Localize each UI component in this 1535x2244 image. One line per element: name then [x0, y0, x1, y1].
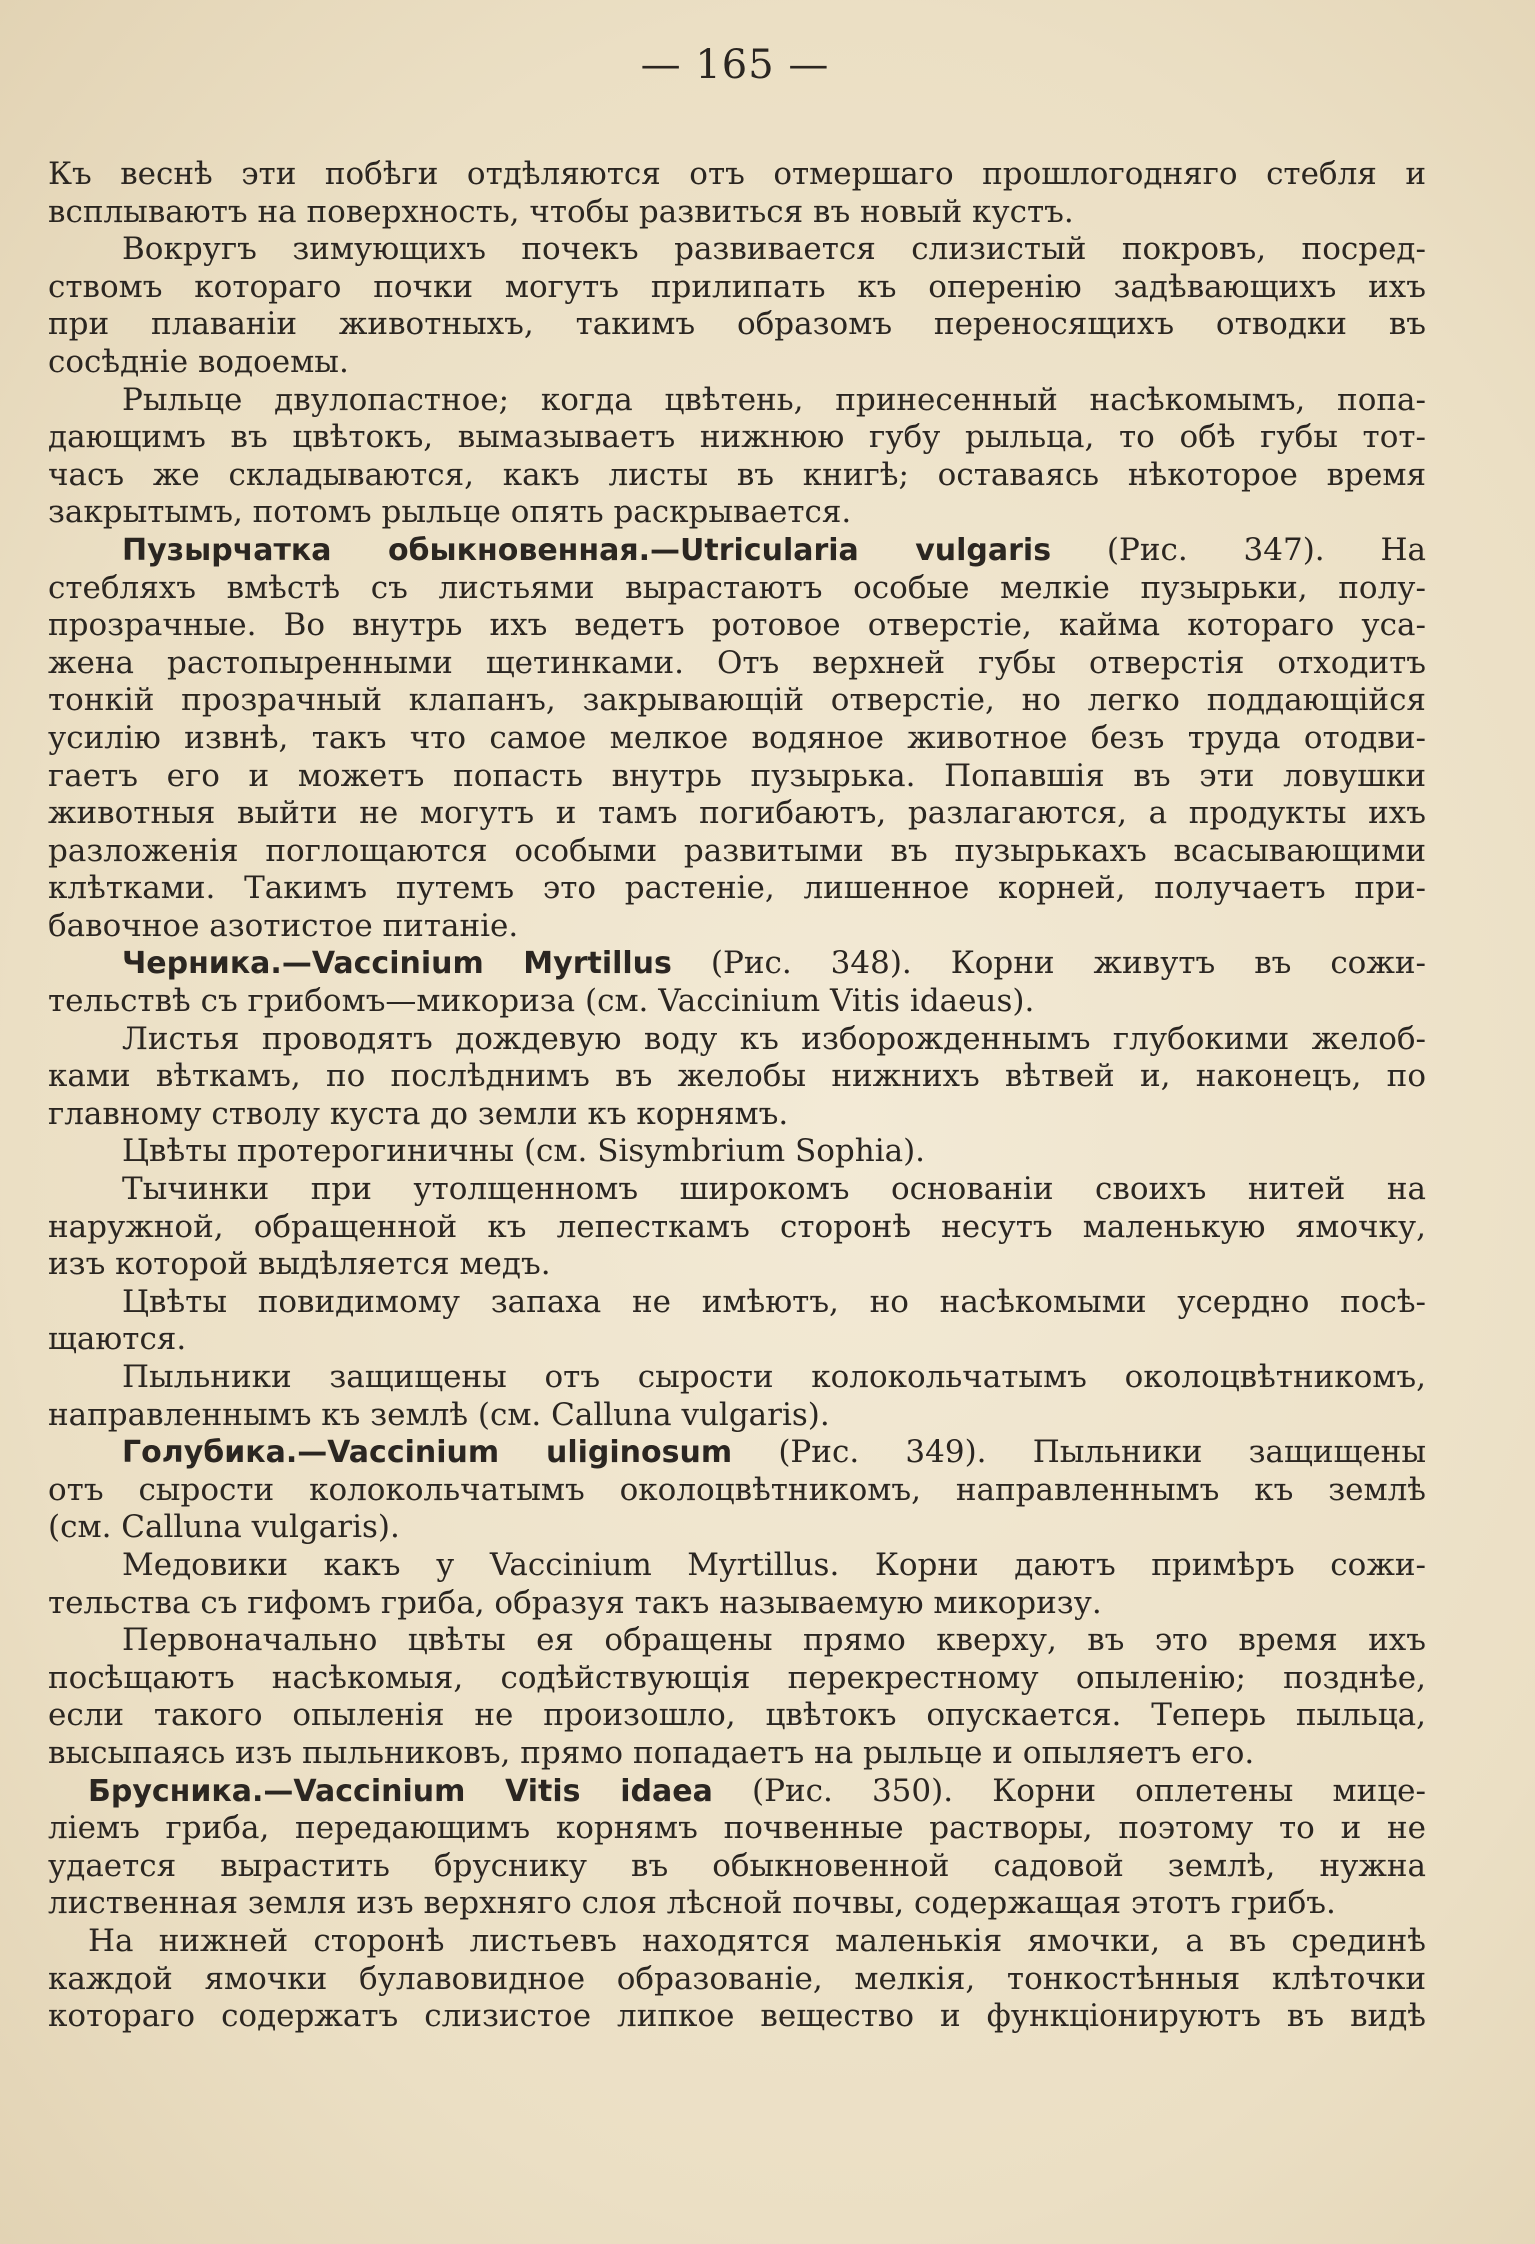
text-line: Цвѣты повидимому запаха не имѣютъ, но насѣкомыми усердно посѣ- — [122, 1283, 1426, 1320]
text-line: ліемъ гриба, передающимъ корнямъ почвенные растворы, поэтому то и не — [48, 1810, 1426, 1847]
paragraph — [48, 1434, 1426, 1547]
text-line: ками вѣткамъ, по послѣднимъ въ желобы нижнихъ вѣтвей и, наконецъ, по — [48, 1058, 1426, 1095]
text-line: лиственная земля изъ верхняго слоя лѣсной почвы, содержащая этотъ грибъ. — [48, 1885, 1336, 1922]
line-text: (Рис. 349). Пыльники защищены — [732, 1434, 1426, 1471]
text-line: наружной, обращенной къ лепесткамъ сторонѣ несутъ маленькую ямочку, — [48, 1208, 1426, 1245]
text-line: Вокругъ зимующихъ почекъ развивается слизистый покровъ, посред- — [122, 231, 1426, 268]
paragraph — [48, 1021, 1426, 1134]
text-line: усилію извнѣ, такъ что самое мелкое водяное животное безъ труда отодви- — [48, 719, 1426, 756]
text-line: Къ веснѣ эти побѣги отдѣляются отъ отмершаго прошлогодняго стебля и — [48, 156, 1426, 192]
paragraph — [48, 1133, 1426, 1171]
species-heading: Брусника.—Vaccinium Vitis idaea — [88, 1773, 713, 1809]
text-line: при плаваніи животныхъ, такимъ образомъ переносящихъ отводки въ — [48, 306, 1426, 343]
paragraph — [48, 231, 1426, 381]
species-heading: Пузырчатка обыкновенная.—Utricularia vulgaris — [122, 532, 1052, 568]
text-line: Рыльце двулопастное; когда цвѣтень, принесенный насѣкомымъ, попа- — [122, 381, 1426, 418]
text-line: Тычинки при утолщенномъ широкомъ основаніи своихъ нитей на — [122, 1171, 1426, 1208]
paragraph — [48, 532, 1426, 946]
text-line: главному стволу куста до земли къ корнямъ. — [48, 1095, 789, 1132]
text-line: Первоначально цвѣты ея обращены прямо кверху, въ это время ихъ — [122, 1622, 1426, 1659]
text-line: прозрачные. Во внутрь ихъ ведетъ ротовое отверстіе, кайма котораго уса- — [48, 607, 1426, 644]
paragraph — [48, 1547, 1426, 1622]
line-text: (Рис. 348). Корни живутъ въ сожи- — [671, 945, 1426, 982]
text-line — [48, 945, 1426, 983]
text-line: Цвѣты протерогиничны (см. Sisymbrium Sophia). — [122, 1133, 926, 1170]
text-line: щаются. — [48, 1321, 187, 1358]
text-line: жена растопыренными щетинками. Отъ верхней губы отверстія отходитъ — [48, 644, 1426, 681]
text-line — [48, 1434, 1426, 1472]
text-line: закрытымъ, потомъ рыльце опять раскрывается. — [48, 494, 852, 531]
text-line: Медовики какъ у Vaccinium Myrtillus. Корни даютъ примѣръ сожи- — [122, 1546, 1426, 1583]
text-line: стебляхъ вмѣстѣ съ листьями вырастаютъ особые мелкіе пузырьки, полу- — [48, 569, 1426, 606]
text-line — [48, 532, 1426, 570]
text-line: если такого опыленія не произошло, цвѣтокъ опускается. Теперь пыльца, — [48, 1697, 1426, 1734]
text-line: гаетъ его и можетъ попасть внутрь пузырька. Попавшія въ эти ловушки — [48, 757, 1426, 794]
text-line: тонкій прозрачный клапанъ, закрывающій отверстіе, но легко поддающійся — [48, 682, 1426, 719]
text-line: клѣтками. Такимъ путемъ это растеніе, лишенное корней, получаетъ при- — [48, 870, 1426, 907]
text-line: животныя выйти не могутъ и тамъ погибаютъ, разлагаются, а продукты ихъ — [48, 795, 1426, 832]
text-line: всплываютъ на поверхность, чтобы развиться въ новый кустъ. — [48, 193, 1074, 230]
text-line: Листья проводятъ дождевую воду къ изборожденнымъ глубокими желоб- — [122, 1020, 1426, 1057]
text-line: Пыльники защищены отъ сырости колокольчатымъ околоцвѣтникомъ, — [122, 1359, 1426, 1395]
paragraph — [48, 1359, 1426, 1434]
text-line: На нижней сторонѣ листьевъ находятся маленькія ямочки, а въ срединѣ — [88, 1922, 1426, 1959]
text-line: дающимъ въ цвѣтокъ, вымазываетъ нижнюю губу рыльца, то обѣ губы тот- — [48, 419, 1426, 456]
text-line: тельствѣ съ грибомъ—микориза (см. Vaccinium Vitis idaeus). — [48, 983, 1035, 1020]
text-line: бавочное азотистое питаніе. — [48, 907, 519, 944]
text-line: тельства съ гифомъ гриба, образуя такъ называемую микоризу. — [48, 1584, 1102, 1621]
paragraph — [48, 945, 1426, 1020]
paragraph — [48, 1622, 1426, 1772]
paragraph — [48, 1284, 1426, 1359]
paragraph — [48, 382, 1426, 532]
text-line: котораго содержатъ слизистое липкое вещество и функціонируютъ въ видѣ — [48, 1998, 1426, 2035]
text-line: удается вырастить бруснику въ обыкновенной садовой землѣ, нужна — [48, 1847, 1426, 1884]
page-number: — 165 — — [640, 42, 830, 88]
text-line: сосѣдніе водоемы. — [48, 343, 349, 380]
text-line: (см. Calluna vulgaris). — [48, 1509, 400, 1546]
text-line: изъ которой выдѣляется медъ. — [48, 1246, 551, 1283]
line-text: (Рис. 347). На — [1051, 531, 1426, 568]
paragraph — [48, 1773, 1426, 1923]
text-line: посѣщаютъ насѣкомыя, содѣйствующія перекрестному опыленію; позднѣе, — [48, 1659, 1426, 1696]
paragraph — [48, 156, 1426, 231]
species-heading: Черника.—Vaccinium Myrtillus — [122, 946, 672, 982]
text-line: направленнымъ къ землѣ (см. Calluna vulgaris). — [48, 1396, 830, 1433]
line-text: (Рис. 350). Корни оплетены мице- — [712, 1772, 1426, 1809]
species-heading: Голубика.—Vaccinium uliginosum — [122, 1435, 733, 1471]
text-line: каждой ямочки булавовидное образованіе, мелкія, тонкостѣнныя клѣточки — [48, 1960, 1426, 1997]
paragraph — [48, 1171, 1426, 1284]
text-line: высыпаясь изъ пыльниковъ, прямо попадаетъ на рыльце и опыляетъ его. — [48, 1734, 1255, 1771]
text-line: отъ сырости колокольчатымъ околоцвѣтникомъ, направленнымъ къ землѣ — [48, 1471, 1426, 1508]
text-line: ствомъ котораго почки могутъ прилипать къ оперенію задѣвающихъ ихъ — [48, 268, 1426, 305]
paragraph — [48, 1923, 1426, 2036]
body-text — [48, 156, 1426, 2036]
text-line: разложенія поглощаются особыми развитыми въ пузырькахъ всасывающими — [48, 832, 1426, 869]
text-line: часъ же складываются, какъ листы въ книгѣ; оставаясь нѣкоторое время — [48, 456, 1426, 493]
text-line — [48, 1773, 1426, 1811]
